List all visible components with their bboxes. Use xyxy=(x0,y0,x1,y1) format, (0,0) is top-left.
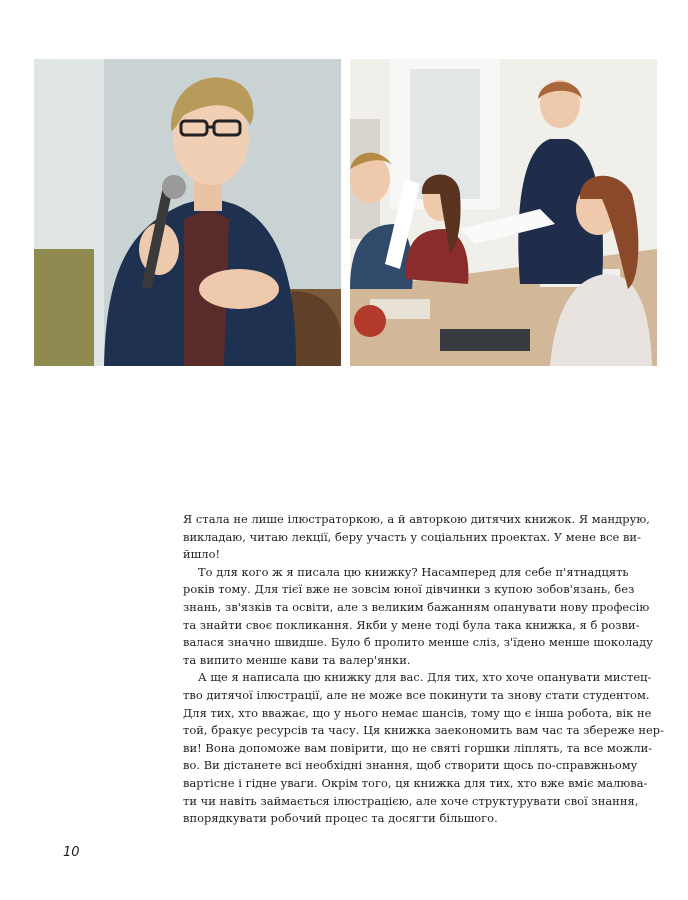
workshop-group-icon xyxy=(350,59,657,366)
text-line: ти чи навіть займається ілюстрацією, але хоче структурувати свої знання, xyxy=(183,793,639,808)
text-line: впорядкувати робочий процес та досягти більшого. xyxy=(183,811,498,826)
text-line: та знайти своє покликання. Якби у мене тоді була така книжка, я б розви- xyxy=(183,617,640,632)
text-line: вартісне і гідне уваги. Окрім того, ця книжка для тих, хто вже вміє малюва- xyxy=(183,775,648,790)
text-line: тво дитячої ілюстрації, але не може все покинути та знову стати студентом. xyxy=(183,687,650,702)
text-line: То для кого ж я писала цю книжку? Насамперед для себе п'ятнадцять xyxy=(198,564,629,579)
text-line: ви! Вона допоможе вам повірити, що не святі горшки ліплять, та все можли- xyxy=(183,740,653,755)
text-line: валася значно швидше. Було б пролито менше сліз, з'їдено менше шоколаду xyxy=(183,635,653,650)
text-line: во. Ви дістанете всі необхідні знання, щоб створити щось по-справжньому xyxy=(183,758,638,773)
text-line: знань, зв'язків та освіти, але з великим бажанням опанувати нову професію xyxy=(183,599,650,614)
page-number: 10 xyxy=(63,845,80,860)
text-line: той, бракує ресурсів та часу. Ця книжка заекономить вам час та збереже нер- xyxy=(183,723,664,738)
text-line: викладаю, читаю лекції, беру участь у соціальних проектах. У мене все ви- xyxy=(183,529,641,544)
text-line: А ще я написала цю книжку для вас. Для тих, хто хоче опанувати мистец- xyxy=(198,670,652,685)
body-text xyxy=(183,511,664,828)
speaker-with-microphone-icon xyxy=(34,59,341,366)
speaker-photo xyxy=(34,59,341,366)
workshop-photo xyxy=(350,59,657,366)
text-line: та випито менше кави та валер'янки. xyxy=(183,652,411,667)
text-line: Я стала не лише ілюстраторкою, а й авторкою дитячих книжок. Я мандрую, xyxy=(183,512,650,526)
text-line: років тому. Для тієї вже не зовсім юної дівчинки з купою зобов'язань, без xyxy=(183,582,635,597)
text-line: Для тих, хто вважає, що у нього немає шансів, тому що є інша робота, вік не xyxy=(183,705,652,720)
text-line: йшло! xyxy=(183,547,221,562)
